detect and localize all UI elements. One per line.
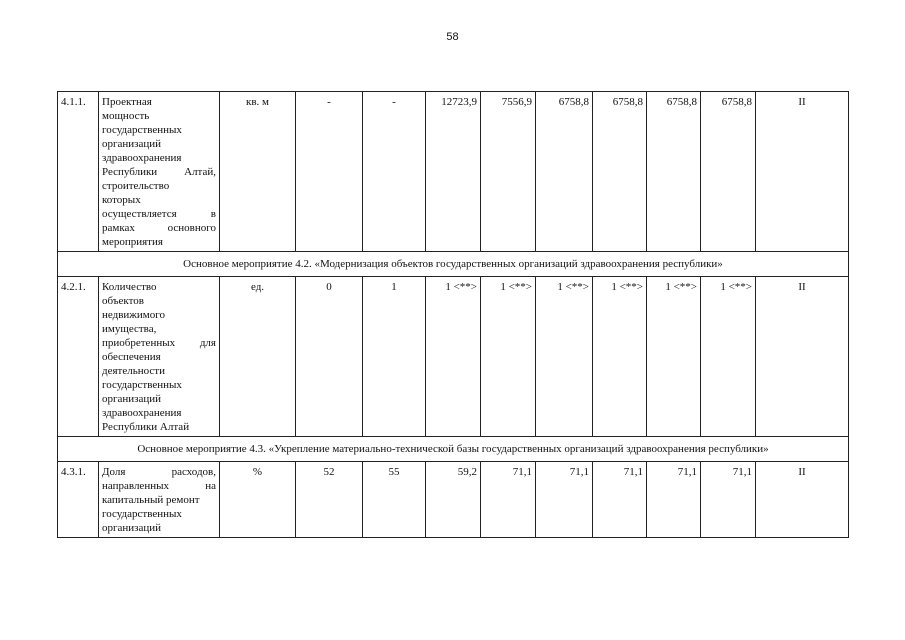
unit-cell: кв. м [220,92,296,252]
value-cell: 7556,9 [481,92,536,252]
section-title: Основное мероприятие 4.3. «Укрепление материально-технической базы государственных организаций здравоохранения республики» [58,437,849,462]
table-row [58,92,849,252]
value-cell: 71,1 [593,462,647,538]
description-line: обеспечения [102,351,161,363]
description-line: объектов [102,295,144,307]
value-cell: 1 [363,277,426,437]
value-cell: - [296,92,363,252]
description-line: государственных [102,508,182,520]
description-line: Количество [102,281,157,293]
description-line: которых [102,194,141,206]
description-line: недвижимого [102,309,165,321]
category-cell: II [756,462,849,538]
value-cell: 12723,9 [426,92,481,252]
description-line: организаций [102,138,162,150]
description-line: деятельности [102,365,165,377]
description-line: приобретенных для [102,337,216,349]
description-line: осуществляется в [102,208,216,220]
description-line: направленных на [102,480,216,492]
section-title: Основное мероприятие 4.2. «Модернизация объектов государственных организаций здравоохранения республики» [58,252,849,277]
value-cell: 71,1 [647,462,701,538]
value-cell: 1 <**> [426,277,481,437]
value-cell: 1 <**> [593,277,647,437]
description-line: организаций [102,522,162,534]
value-cell: 6758,8 [647,92,701,252]
value-cell: 1 <**> [701,277,756,437]
value-cell: 0 [296,277,363,437]
section-header-row [58,437,849,462]
value-cell: 6758,8 [536,92,593,252]
description-line: государственных [102,379,182,391]
table-row [58,277,849,437]
description-line: Республики Алтай [102,421,190,433]
row-number: 4.3.1. [58,462,99,538]
value-cell: 71,1 [481,462,536,538]
category-cell: II [756,277,849,437]
section-header-row [58,252,849,277]
indicator-description [99,462,220,538]
value-cell: - [363,92,426,252]
description-line: государственных [102,124,182,136]
indicators-table [57,91,849,538]
unit-cell: % [220,462,296,538]
value-cell: 6758,8 [701,92,756,252]
value-cell: 71,1 [536,462,593,538]
value-cell: 55 [363,462,426,538]
description-line: имущества, [102,323,157,335]
category-cell: II [756,92,849,252]
value-cell: 71,1 [701,462,756,538]
description-line: строительство [102,180,170,192]
indicator-description [99,92,220,252]
description-line: здравоохранения [102,152,182,164]
indicator-description [99,277,220,437]
value-cell: 59,2 [426,462,481,538]
table-row [58,462,849,538]
description-line: Проектная [102,96,152,108]
value-cell: 52 [296,462,363,538]
value-cell: 1 <**> [536,277,593,437]
description-line: мероприятия [102,236,163,248]
unit-cell: ед. [220,277,296,437]
page-number: 58 [446,31,459,43]
value-cell: 1 <**> [481,277,536,437]
description-line: капитальный ремонт [102,494,200,506]
description-line: Республики Алтай, [102,166,216,178]
row-number: 4.1.1. [58,92,99,252]
value-cell: 1 <**> [647,277,701,437]
description-line: мощность [102,110,150,122]
row-number: 4.2.1. [58,277,99,437]
description-line: Доля расходов, [102,466,216,478]
description-line: здравоохранения [102,407,182,419]
value-cell: 6758,8 [593,92,647,252]
description-line: рамках основного [102,222,216,234]
description-line: организаций [102,393,162,405]
